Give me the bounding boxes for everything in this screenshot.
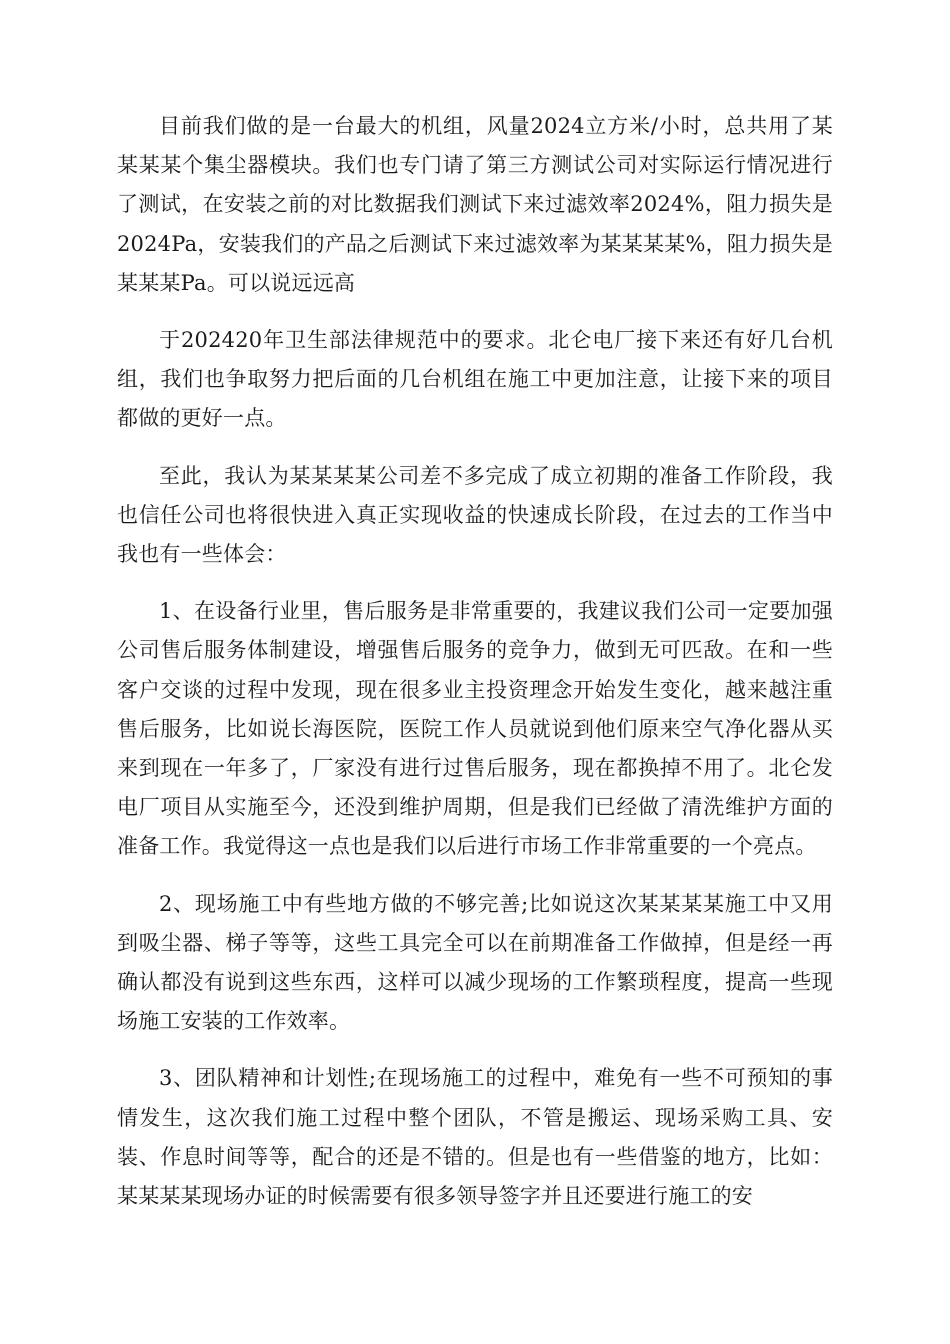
document-body bbox=[117, 107, 833, 1234]
paragraph-regulation-compliance: 于202420年卫生部法律规范中的要求。北仑电厂接下来还有好几台机组，我们也争取努力把后面的几台机组在施工中更加注意，让接下来的项目都做的更好一点。 bbox=[117, 328, 833, 431]
paragraph-point-1-after-sales: 1、在设备行业里，售后服务是非常重要的，我建议我们公司一定要加强公司售后服务体制建设，增强售后服务的竞争力，做到无可匹敌。在和一些客户交谈的过程中发现，现在很多业主投资理念开始发生变化，越来越注重售后服务，比如说长海医院，医院工作人员就说到他们原来空气净化器从买来到现在一年多了，厂家没有进行过售后服务，现在都换掉不用了。北仑发电厂项目从实施至今，还没到维护周期，但是我们已经做了清洗维护方面的准备工作。我觉得这一点也是我们以后进行市场工作非常重要的一个亮点。 bbox=[117, 599, 833, 859]
paragraph-project-results: 目前我们做的是一台最大的机组，风量2024立方米/小时，总共用了某某某某个集尘器模块。我们也专门请了第三方测试公司对实际运行情况进行了测试，在安装之前的对比数据我们测试下来过滤效率2024%，阻力损失是2024Pa，安装我们的产品之后测试下来过滤效率为某某某某%，阻力损失是某某某Pa。可以说远远高 bbox=[117, 114, 833, 295]
paragraph-company-stage: 至此，我认为某某某某公司差不多完成了成立初期的准备工作阶段，我也信任公司也将很快进入真正实现收益的快速成长阶段，在过去的工作当中我也有一些体会： bbox=[117, 463, 833, 567]
paragraph-point-3-teamwork: 3、团队精神和计划性;在现场施工的过程中，难免有一些不可预知的事情发生，这次我们施工过程中整个团队，不管是搬运、现场采购工具、安装、作息时间等等，配合的还是不错的。但是也有一些借鉴的地方，比如：某某某某现场办证的时候需要有很多领导签字并且还要进行施工的安 bbox=[117, 1066, 833, 1209]
paragraph-point-2-site-construction: 2、现场施工中有些地方做的不够完善;比如说这次某某某某施工中又用到吸尘器、梯子等等，这些工具完全可以在前期准备工作做掉，但是经一再确认都没有说到这些东西，这样可以减少现场的工作繁琐程度，提高一些现场施工安装的工作效率。 bbox=[117, 891, 833, 1034]
